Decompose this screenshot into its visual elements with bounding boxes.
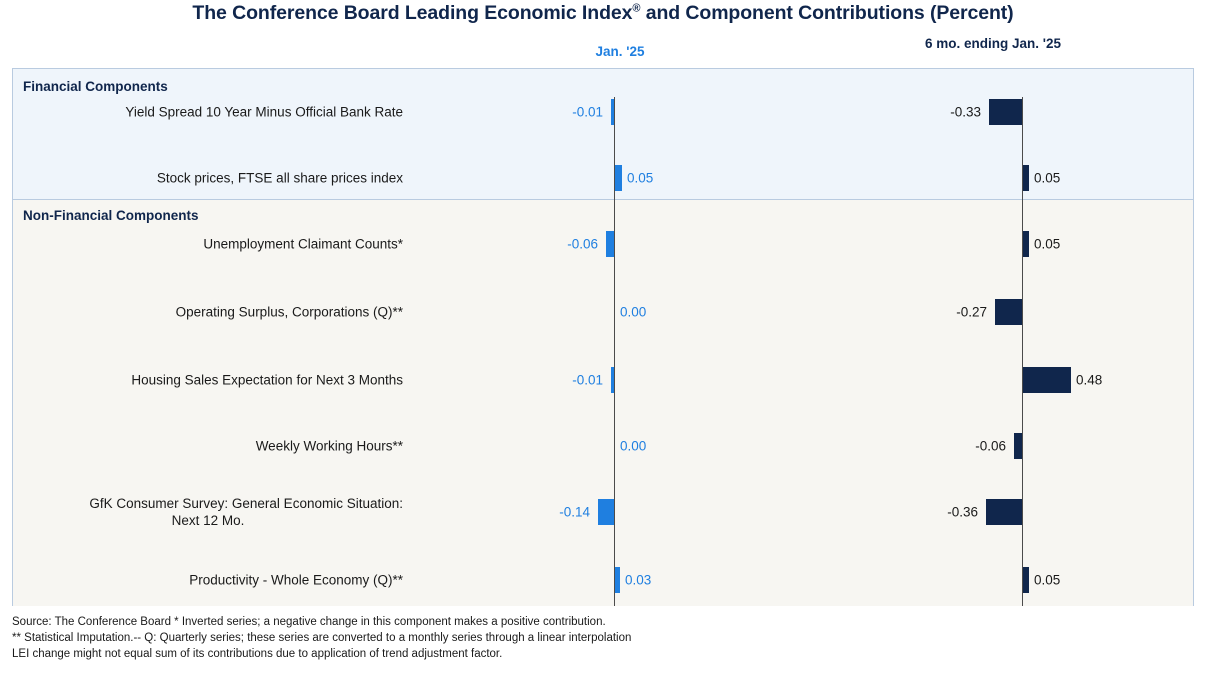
row-label	[13, 572, 403, 589]
bar-value-right: -0.33	[950, 104, 981, 120]
row-label	[13, 170, 403, 187]
bar-left	[615, 567, 620, 593]
bar-right	[1023, 231, 1029, 257]
chart-row	[13, 79, 1193, 145]
bar-right	[986, 499, 1022, 525]
chart-row	[13, 479, 1193, 545]
bar-value-left: -0.06	[567, 236, 598, 252]
row-label	[13, 438, 403, 455]
bar-value-right: 0.05	[1034, 572, 1061, 588]
section-label-financial: Financial Components	[23, 79, 168, 94]
page-title-main: The Conference Board Leading Economic Index	[192, 2, 633, 24]
footnote-line-2	[12, 630, 1192, 646]
row-label-line-1: GfK Consumer Survey: General Economic Situation:	[89, 496, 403, 511]
bar-value-right: -0.36	[947, 504, 978, 520]
chart-row	[13, 145, 1193, 211]
page-title-rest: and Component Contributions (Percent)	[640, 2, 1014, 24]
registered-mark-icon: ®	[632, 2, 641, 15]
bar-value-left: 0.05	[627, 170, 654, 186]
chart-row	[13, 211, 1193, 277]
bar-value-left: 0.03	[625, 572, 652, 588]
page-title	[0, 2, 1206, 25]
bar-value-left: -0.14	[559, 504, 590, 520]
bar-left	[598, 499, 614, 525]
chart-row	[13, 547, 1193, 613]
row-label-line-1: Productivity - Whole Economy (Q)**	[189, 572, 403, 588]
row-label	[13, 236, 403, 253]
chart-row	[13, 347, 1193, 413]
bar-value-left: -0.01	[572, 104, 603, 120]
bar-value-right: -0.27	[956, 304, 987, 320]
bar-value-right: 0.48	[1076, 372, 1103, 388]
row-label	[13, 372, 403, 389]
bar-right	[1023, 567, 1029, 593]
footnotes	[12, 614, 1192, 662]
chart-row	[13, 279, 1193, 345]
row-label	[13, 104, 403, 121]
bar-left	[606, 231, 614, 257]
bar-value-right: -0.06	[975, 438, 1006, 454]
bar-right	[989, 99, 1022, 125]
section-label-nonfinancial: Non-Financial Components	[23, 208, 199, 223]
column-header-six-month: 6 mo. ending Jan. '25	[925, 36, 1061, 51]
bar-right	[1014, 433, 1022, 459]
row-label-line-1: Operating Surplus, Corporations (Q)**	[175, 304, 403, 320]
row-label-line-1: Unemployment Claimant Counts*	[203, 236, 403, 252]
chart-row	[13, 413, 1193, 479]
bar-value-left: 0.00	[620, 438, 647, 454]
chart-plot-area	[12, 68, 1194, 606]
bar-left	[611, 367, 614, 393]
bar-right	[1023, 367, 1071, 393]
bar-right	[1023, 165, 1029, 191]
row-label	[13, 495, 403, 529]
bar-right	[995, 299, 1022, 325]
footnote-line-2-overflow: n	[624, 632, 632, 644]
row-label-line-1: Housing Sales Expectation for Next 3 Months	[131, 372, 403, 388]
bar-value-right: 0.05	[1034, 170, 1061, 186]
row-label-line-1: Stock prices, FTSE all share prices index	[156, 170, 403, 186]
footnote-line-1: Source: The Conference Board * Inverted series; a negative change in this component makes a positive contribution.	[12, 616, 606, 628]
bar-value-left: -0.01	[572, 372, 603, 388]
row-label-line-2: Next 12 Mo.	[171, 513, 245, 528]
row-label	[13, 304, 403, 321]
column-header-current-month: Jan. '25	[595, 44, 645, 59]
bar-left	[615, 165, 622, 191]
bar-value-left: 0.00	[620, 304, 647, 320]
row-label-line-1: Yield Spread 10 Year Minus Official Bank Rate	[125, 104, 403, 120]
row-label-line-1: Weekly Working Hours**	[255, 438, 403, 454]
footnote-line-3: LEI change might not equal sum of its contributions due to application of trend adjustment factor.	[12, 648, 503, 660]
bar-value-right: 0.05	[1034, 236, 1061, 252]
footnote-line-2-text: ** Statistical Imputation.-- Q: Quarterly series; these series are converted to a monthly series through a linear interpolatio	[12, 632, 625, 644]
bar-left	[611, 99, 614, 125]
